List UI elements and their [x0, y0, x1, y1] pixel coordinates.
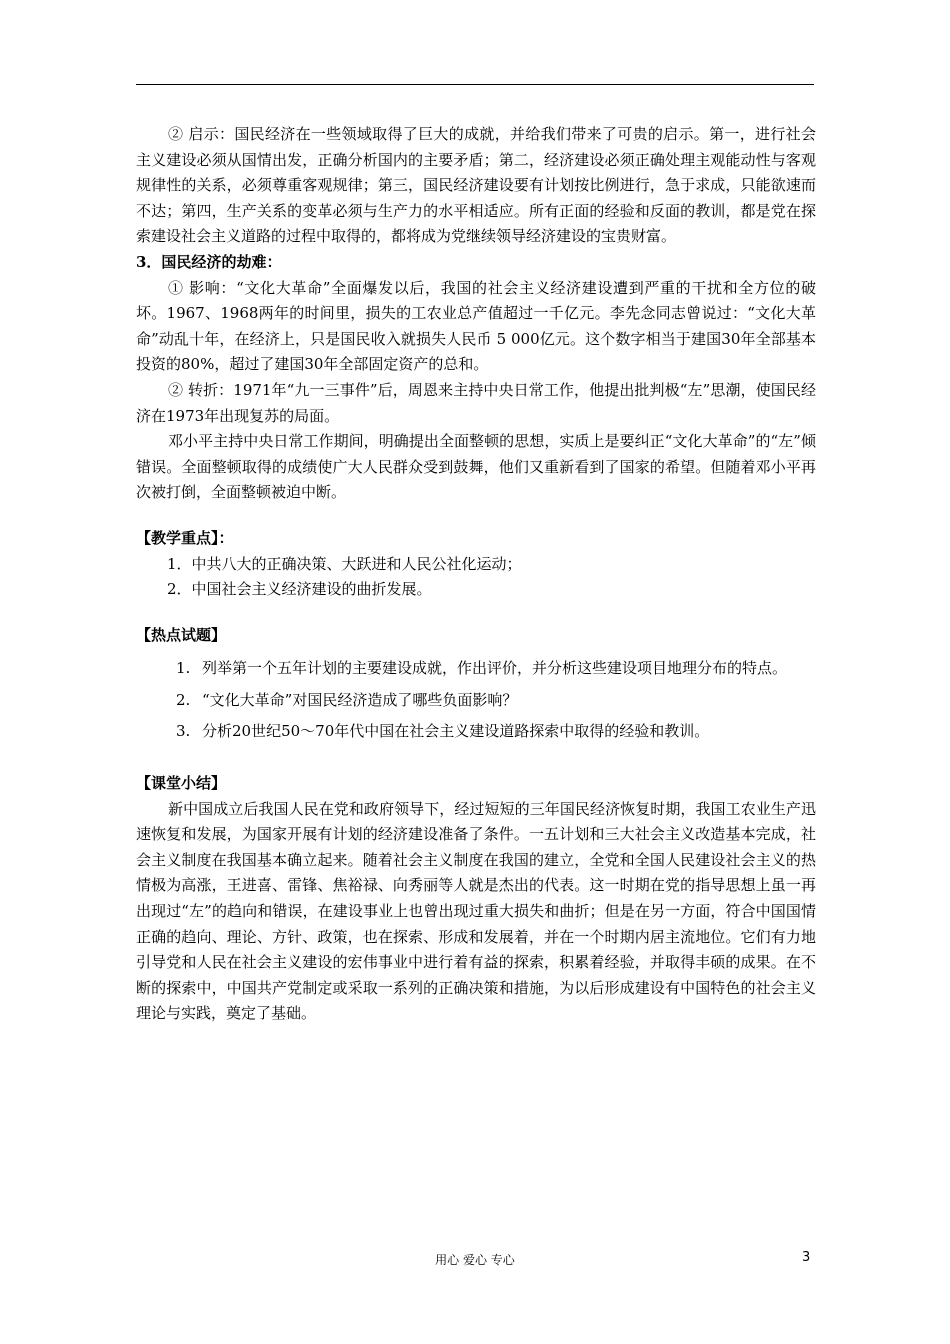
- paragraph-zhuanzhe: ② 转折：1971年“九一三事件”后，周恩来主持中央日常工作，他提出批判极“左”思潮，使国民经济在1973年出现复苏的局面。: [136, 380, 816, 425]
- teaching-focus-heading: 【教学重点】：: [136, 528, 234, 547]
- hot-question-number: 2.: [176, 690, 191, 709]
- footer-motto: 用心 爱心 专心: [435, 1253, 515, 1267]
- header-rule: [136, 84, 814, 85]
- teaching-focus-item: 2．中国社会主义经济建设的曲折发展。: [167, 580, 432, 599]
- hot-question-number: 1.: [176, 659, 191, 678]
- hot-question-item: [136, 719, 816, 745]
- document-body: [136, 122, 816, 1027]
- teaching-focus-item: 1．中共八大的正确决策、大跃进和人民公社化运动；: [167, 554, 522, 573]
- summary-heading: 【课堂小结】: [136, 774, 227, 793]
- hot-question-item: [136, 656, 816, 682]
- hot-question-text: 分析20世纪50～70年代中国在社会主义建设道路探索中取得的经验和教训。: [202, 722, 710, 741]
- summary-paragraph: 新中国成立后我国人民在党和政府领导下，经过短短的三年国民经济恢复时期，我国工农业生产迅速恢复和发展，为国家开展有计划的经济建设准备了条件。一五计划和三大社会主义改造基本完成，社会主义制度在我国基本确立起来。随着社会主义制度在我国的建立，全党和全国人民建设社会主义的热情极为高涨，王进喜、雷锋、焦裕禄、向秀丽等人就是杰出的代表。这一时期在党的指导思想上虽一再出现过“左”的趋向和错误，在建设事业上也曾出现过重大损失和曲折；但是在另一方面，符合中国国情正确的趋向、理论、方针、政策，也在探索、形成和发展着，并在一个时期内居主流地位。它们有力地引导党和人民在社会主义建设的宏伟事业中进行着有益的探索，积累着经验，并取得丰硕的成果。在不断的探索中，中国共产党制定或采取一系列的正确决策和措施，为以后形成建设有中国特色的社会主义理论与实践，奠定了基础。: [136, 799, 816, 1023]
- hot-questions-heading: 【热点试题】: [136, 625, 227, 644]
- paragraph-dengxiaoping: 邓小平主持中央日常工作期间，明确提出全面整顿的思想，实质上是要纠正“文化大革命”的“左”倾错误。全面整顿取得的成绩使广大人民群众受到鼓舞，他们又重新看到了国家的希望。但随着邓小平再次被打倒，全面整顿被迫中断。: [136, 432, 816, 502]
- section-heading-jienan: 3．国民经济的劫难：: [136, 252, 282, 271]
- hot-question-item: [136, 688, 816, 714]
- hot-question-text: “文化大革命”对国民经济造成了哪些负面影响？: [202, 690, 518, 709]
- paragraph-yingxiang: ① 影响：“文化大革命”全面爆发以后，我国的社会主义经济建设遭到严重的干扰和全方位的破坏。1967、1968两年的时间里，损失的工农业总产值超过一千亿元。李先念同志曾说过：“文化大革命”动乱十年，在经济上，只是国民收入就损失人民币 5 000亿元。这个数字相当于建国30年全部基本投资的80%，超过了建国30年全部固定资产的总和。: [136, 278, 816, 374]
- page-number: 3: [802, 1250, 811, 1265]
- hot-question-text: 列举第一个五年计划的主要建设成就，作出评价，并分析这些建设项目地理分布的特点。: [202, 659, 788, 678]
- hot-question-number: 3.: [176, 722, 191, 741]
- paragraph-qishi: ② 启示：国民经济在一些领域取得了巨大的成就，并给我们带来了可贵的启示。第一，进行社会主义建设必须从国情出发，正确分析国内的主要矛盾；第二，经济建设必须正确处理主观能动性与客观规律性的关系，必须尊重客观规律；第三，国民经济建设要有计划按比例进行，急于求成，只能欲速而不达；第四，生产关系的变革必须与生产力的水平相适应。所有正面的经验和反面的教训，都是党在探索建设社会主义道路的过程中取得的，都将成为党继续领导经济建设的宝贵财富。: [136, 125, 816, 246]
